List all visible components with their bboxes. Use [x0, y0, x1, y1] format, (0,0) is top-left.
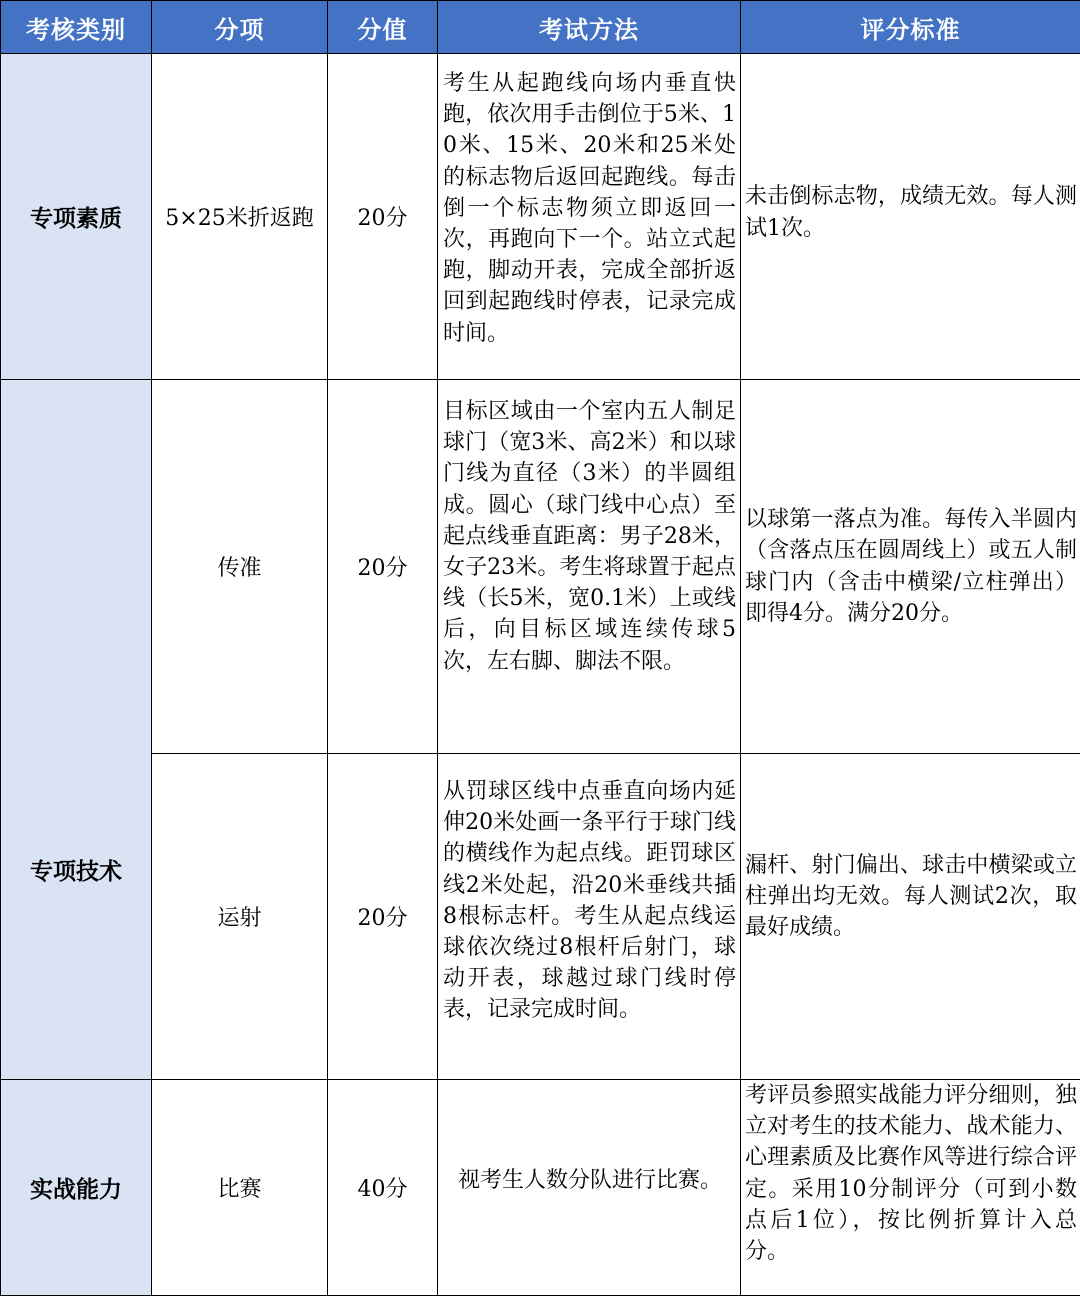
header-method: 考试方法 [438, 1, 741, 54]
criteria-cell: 漏杆、射门偏出、球击中横梁或立柱弹出均无效。每人测试2次，取最好成绩。 [741, 754, 1080, 1080]
score-cell: 20分 [328, 380, 438, 754]
criteria-cell: 考评员参照实战能力评分细则，独立对考生的技术能力、战术能力、心理素质及比赛作风等进行综合评定。采用10分制评分（可到小数点后1位），按比例折算计入总分。 [741, 1080, 1080, 1296]
header-row [1, 1, 1080, 54]
header-score: 分值 [328, 1, 438, 54]
method-cell: 考生从起跑线向场内垂直快跑，依次用手击倒位于5米、10米、15米、20米和25米处的标志物后返回起跑线。每击倒一个标志物须立即返回一次，再跑向下一个。站立式起跑，脚动开表，完成全部折返回到起跑线时停表，记录完成时间。 [438, 54, 741, 380]
method-cell: 目标区域由一个室内五人制足球门（宽3米、高2米）和以球门线为直径（3米）的半圆组成。圆心（球门线中心点）至起点线垂直距离：男子28米，女子23米。考生将球置于起点线（长5米，宽0.1米）上或线后，向目标区域连续传球5次，左右脚、脚法不限。 [438, 380, 741, 754]
category-cell: 专项技术 [1, 380, 152, 1080]
criteria-cell: 未击倒标志物，成绩无效。每人测试1次。 [741, 54, 1080, 380]
item-cell: 5×25米折返跑 [152, 54, 328, 380]
table-row [1, 380, 1080, 754]
item-cell: 比赛 [152, 1080, 328, 1296]
category-cell: 专项素质 [1, 54, 152, 380]
item-cell: 运射 [152, 754, 328, 1080]
score-cell: 20分 [328, 54, 438, 380]
score-cell: 20分 [328, 754, 438, 1080]
method-cell: 从罚球区线中点垂直向场内延伸20米处画一条平行于球门线的横线作为起点线。距罚球区线2米处起，沿20米垂线共插8根标志杆。考生从起点线运球依次绕过8根杆后射门，球动开表，球越过球门线时停表，记录完成时间。 [438, 754, 741, 1080]
table-row [1, 1080, 1080, 1296]
method-cell: 视考生人数分队进行比赛。 [438, 1080, 741, 1296]
criteria-cell: 以球第一落点为准。每传入半圆内（含落点压在圆周线上）或五人制球门内（含击中横梁/立柱弹出）即得4分。满分20分。 [741, 380, 1080, 754]
category-cell: 实战能力 [1, 1080, 152, 1296]
header-criteria: 评分标准 [741, 1, 1080, 54]
header-category: 考核类别 [1, 1, 152, 54]
item-cell: 传准 [152, 380, 328, 754]
table-row [1, 54, 1080, 380]
header-item: 分项 [152, 1, 328, 54]
table-row [1, 754, 1080, 1080]
score-cell: 40分 [328, 1080, 438, 1296]
